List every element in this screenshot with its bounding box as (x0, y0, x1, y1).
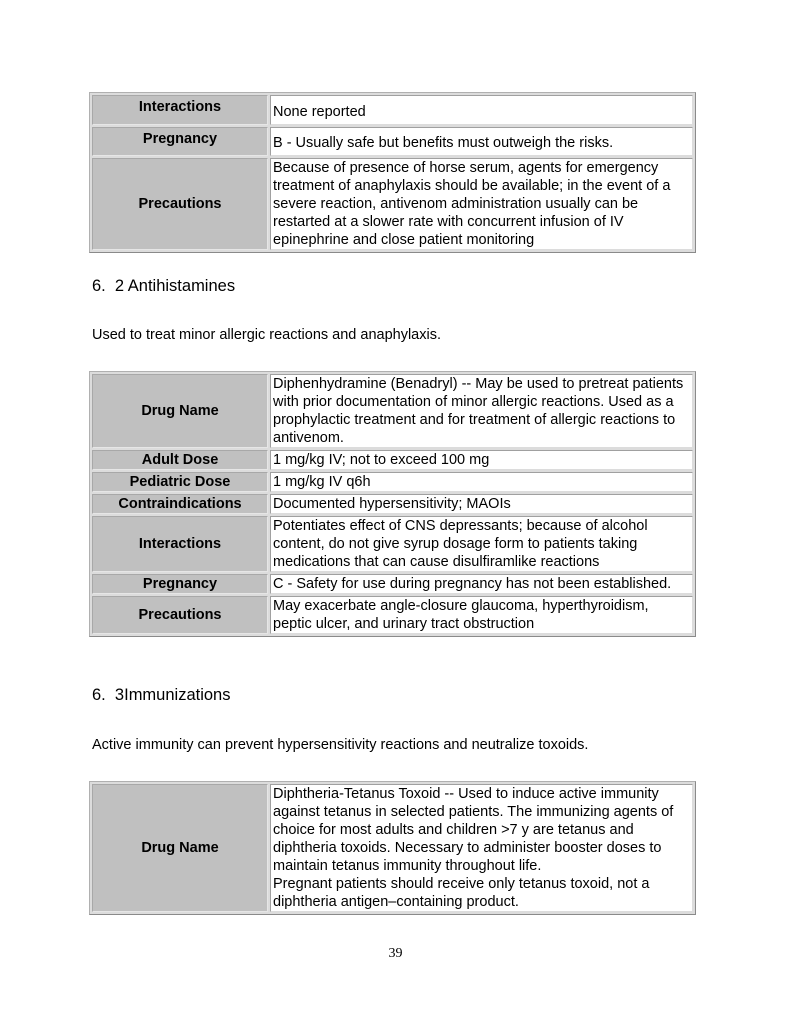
row-label-drug-name: Drug Name (92, 374, 268, 448)
table-row (92, 784, 693, 912)
row-label-pregnancy: Pregnancy (92, 574, 268, 594)
row-label-interactions: Interactions (92, 95, 268, 125)
page-number: 39 (388, 946, 403, 961)
row-value-drug-name: Diphenhydramine (Benadryl) -- May be used to pretreat patients with prior documentation of minor allergic reactions. Used as a prophylactic treatment and for treatment of allergic reactions to antivenom. (270, 374, 693, 448)
row-label-drug-name: Drug Name (92, 784, 268, 912)
table-row (92, 472, 693, 492)
row-label-precautions: Precautions (92, 596, 268, 634)
row-value-interactions: None reported (270, 95, 693, 125)
row-label-contraindications: Contraindications (92, 494, 268, 514)
row-value-precautions: May exacerbate angle-closure glaucoma, hyperthyroidism, peptic ulcer, and urinary tract obstruction (270, 596, 693, 634)
row-value-pregnancy: C - Safety for use during pregnancy has not been established. (270, 574, 693, 594)
table-row (92, 596, 693, 634)
section-heading-antihistamines: 6. 2 Antihistamines (92, 277, 236, 295)
row-value-contraindications: Documented hypersensitivity; MAOIs (270, 494, 693, 514)
row-value-pregnancy: B - Usually safe but benefits must outweigh the risks. (270, 127, 693, 156)
row-label-pregnancy: Pregnancy (92, 127, 268, 156)
table-row (92, 95, 693, 125)
section-intro-antihistamines: Used to treat minor allergic reactions and anaphylaxis. (92, 327, 441, 343)
row-value-drug-name (270, 784, 693, 912)
row-label-adult-dose: Adult Dose (92, 450, 268, 470)
immunizations-table (89, 781, 696, 915)
table-row (92, 450, 693, 470)
row-label-interactions: Interactions (92, 516, 268, 572)
antivenom-info-table (89, 92, 696, 253)
table-row (92, 158, 693, 250)
table-row (92, 374, 693, 448)
section-intro-immunizations: Active immunity can prevent hypersensitivity reactions and neutralize toxoids. (92, 737, 589, 753)
section-heading-immunizations: 6. 3Immunizations (92, 686, 231, 704)
drug-description: Diphtheria-Tetanus Toxoid -- Used to induce active immunity against tetanus in selected patients. The immunizing agents of choice for most adults and children >7 y are tetanus and diphtheria toxoids. Necessary to administer booster doses to maintain tetanus immunity throughout life. (273, 786, 674, 874)
pregnancy-note: Pregnant patients should receive only tetanus toxoid, not a diphtheria antigen–containing product. (273, 876, 650, 910)
row-label-pediatric-dose: Pediatric Dose (92, 472, 268, 492)
row-label-precautions: Precautions (92, 158, 268, 250)
table-row (92, 494, 693, 514)
table-row (92, 127, 693, 156)
row-value-adult-dose: 1 mg/kg IV; not to exceed 100 mg (270, 450, 693, 470)
row-value-precautions: Because of presence of horse serum, agents for emergency treatment of anaphylaxis should be available; in the event of a severe reaction, antivenom administration usually can be restarted at a slower rate with concurrent infusion of IV epinephrine and close patient monitoring (270, 158, 693, 250)
table-row (92, 574, 693, 594)
antihistamines-table (89, 371, 696, 637)
table-row (92, 516, 693, 572)
row-value-pediatric-dose: 1 mg/kg IV q6h (270, 472, 693, 492)
row-value-interactions: Potentiates effect of CNS depressants; because of alcohol content, do not give syrup dosage form to patients taking medications that can cause disulfiramlike reactions (270, 516, 693, 572)
